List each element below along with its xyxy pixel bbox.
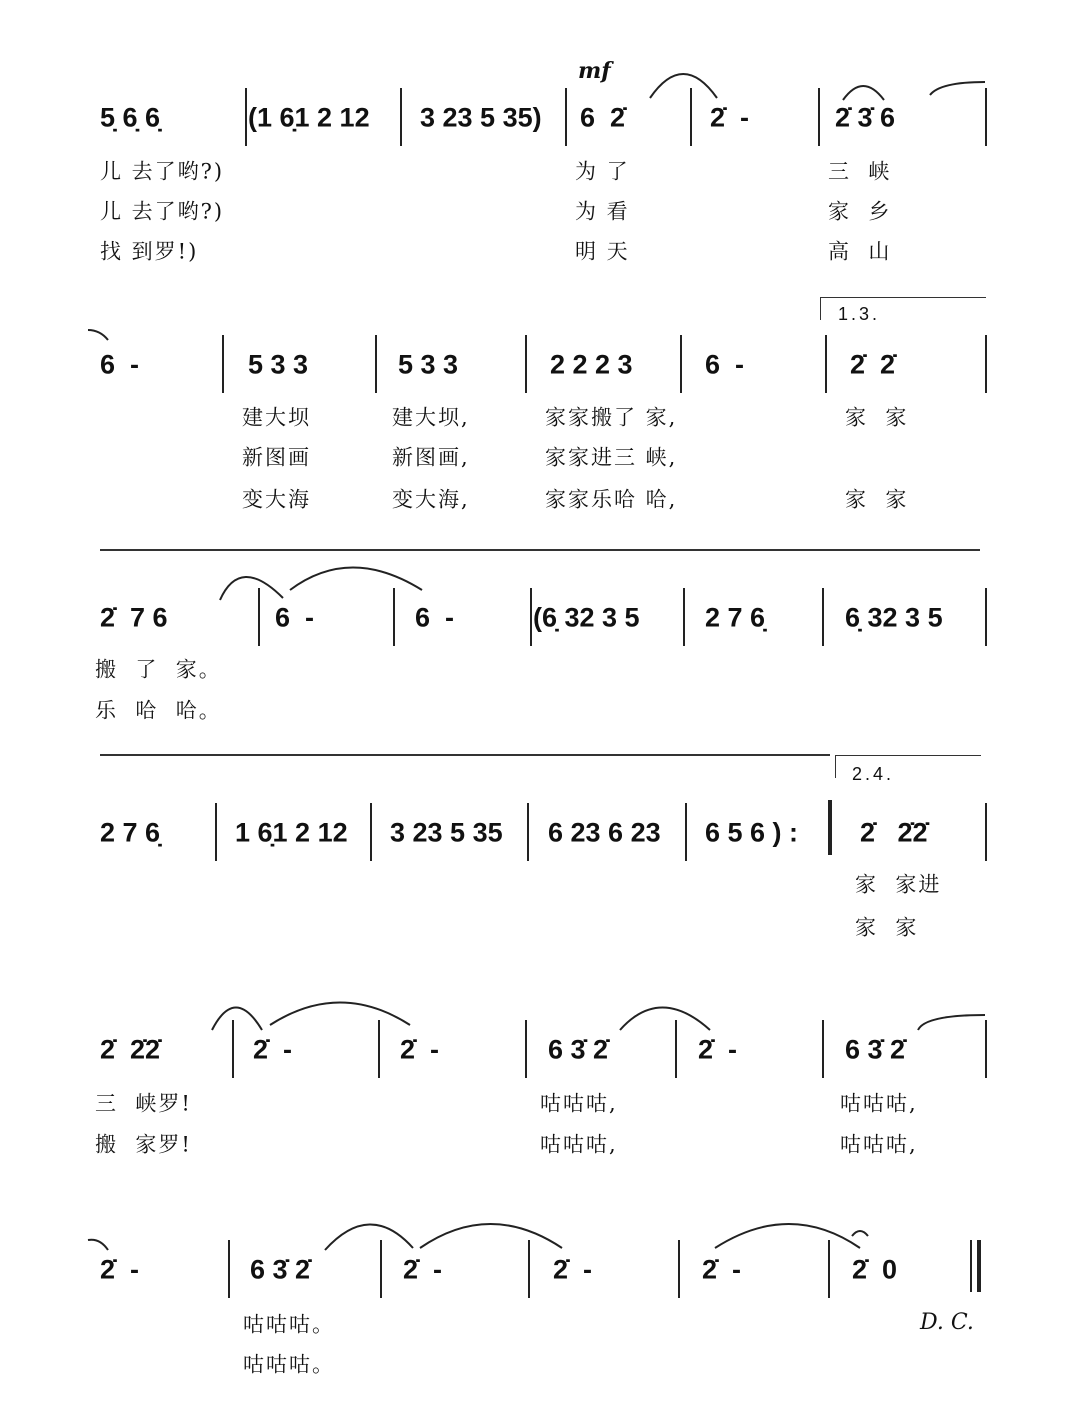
measure-notes: 2̇ - — [553, 1254, 593, 1285]
barline — [683, 588, 685, 646]
barline — [245, 88, 247, 146]
measure-notes: 2̇ - — [400, 1034, 440, 1065]
barline — [525, 1020, 527, 1078]
measure-notes: 2̇ 2̇2̇ — [860, 817, 928, 848]
measure-notes: 5̣ 6̣ 6̣ — [100, 102, 161, 133]
measure-notes: 2̇ - — [710, 102, 750, 133]
measure-notes: 2̇ - — [702, 1254, 742, 1285]
lyric-text: 咕咕咕。 — [243, 1352, 335, 1377]
measure-notes: 6̣ 32 3 5 — [845, 602, 943, 633]
lyric-text: 咕咕咕。 — [243, 1312, 335, 1337]
measure-notes: 1 6̣1 2 12 — [235, 817, 348, 848]
barline — [818, 88, 820, 146]
measure-notes: 2̇ - — [698, 1034, 738, 1065]
lyric-text: 家 家进 — [855, 872, 942, 897]
barline — [985, 335, 987, 393]
measure-notes: 5 3 3 — [398, 349, 459, 380]
measure-notes: 2̇ 0 — [852, 1254, 898, 1285]
barline — [985, 88, 987, 146]
measure-notes: 2̇ - — [403, 1254, 443, 1285]
dynamic-marking: mf — [578, 58, 611, 84]
barline — [985, 803, 987, 861]
lyric-text: 咕咕咕, — [840, 1132, 918, 1157]
lyric-text: 家 家 — [855, 915, 919, 940]
barline — [675, 1020, 677, 1078]
measure-notes: 2 7 6̣ — [705, 602, 766, 633]
measure-notes: (6̣ 32 3 5 — [533, 602, 640, 633]
lyric-text: 高 山 — [828, 239, 892, 264]
lyric-text: 家 乡 — [828, 199, 892, 224]
barline — [393, 588, 395, 646]
barline — [222, 335, 224, 393]
lyric-text: 儿 去了哟?) — [100, 199, 225, 224]
lyric-text: 咕咕咕, — [540, 1132, 618, 1157]
barline — [232, 1020, 234, 1078]
measure-notes: 3 23 5 35 — [390, 817, 503, 848]
barline — [370, 803, 372, 861]
measure-notes: 6 2̇ — [580, 102, 626, 133]
barline — [400, 88, 402, 146]
barline — [527, 803, 529, 861]
lyric-text: 儿 去了哟?) — [100, 159, 225, 184]
lyric-text: 咕咕咕, — [540, 1091, 618, 1116]
lyric-text: 家 家 — [845, 487, 909, 512]
lyric-text: 为 了 — [575, 159, 630, 184]
measure-notes: 6 - — [100, 349, 140, 380]
barline — [825, 335, 827, 393]
barline — [822, 588, 824, 646]
measure-notes: 6 - — [275, 602, 315, 633]
barline — [215, 803, 217, 861]
volta-label-2: 2.4. — [852, 764, 895, 784]
measure-notes: 6 5 6 ) : — [705, 817, 799, 848]
barline — [565, 88, 567, 146]
barline — [690, 88, 692, 146]
barline — [822, 1020, 824, 1078]
measure-notes: 2̇ 3̇ 6 — [835, 102, 896, 133]
lyric-text: 为 看 — [575, 199, 630, 224]
measure-notes: 2̇ 7 6 — [100, 602, 168, 633]
measure-notes: 2̇ 2̇ — [850, 349, 896, 380]
lyric-text: 家家搬了 家, — [545, 405, 678, 430]
measure-notes: 6 3̇ 2̇ — [845, 1034, 906, 1065]
lyric-text: 新图画 — [242, 445, 311, 470]
lyric-text: 明 天 — [575, 239, 630, 264]
barline — [528, 1240, 530, 1298]
barline — [228, 1240, 230, 1298]
volta-label-1: 1.3. — [838, 304, 881, 324]
measure-notes: 2 7 6̣ — [100, 817, 161, 848]
lyric-text: 家家乐哈 哈, — [545, 487, 678, 512]
lyric-text: 三 峡罗! — [95, 1091, 192, 1116]
lyric-text: 建大坝 — [242, 405, 311, 430]
lyric-text: 咕咕咕, — [840, 1091, 918, 1116]
barline — [525, 335, 527, 393]
measure-notes: 2̇ 2̇2̇ — [100, 1034, 161, 1065]
measure-notes: 6 23 6 23 — [548, 817, 661, 848]
lyric-text: 家 家 — [845, 405, 909, 430]
lyric-text: 搬 家罗! — [95, 1132, 192, 1157]
barline — [375, 335, 377, 393]
barline — [680, 335, 682, 393]
measure-notes: (1 6̣1 2 12 — [248, 102, 370, 133]
da-capo-marking: D. C. — [920, 1310, 974, 1335]
barline — [985, 588, 987, 646]
measure-notes: 6 - — [705, 349, 745, 380]
measure-notes: 2̇ - — [253, 1034, 293, 1065]
lyric-text: 变大海, — [392, 487, 470, 512]
lyric-text: 乐 哈 哈。 — [95, 698, 222, 723]
barline — [530, 588, 532, 646]
measure-notes: 2 2 2 3 — [550, 349, 633, 380]
lyric-text: 变大海 — [242, 487, 311, 512]
lyric-text: 建大坝, — [392, 405, 470, 430]
measure-notes: 3 23 5 35) — [420, 102, 542, 133]
barline — [380, 1240, 382, 1298]
measure-notes: 2̇ - — [100, 1254, 140, 1285]
lyric-text: 新图画, — [392, 445, 470, 470]
barline — [378, 1020, 380, 1078]
lyric-text: 找 到罗!) — [100, 239, 199, 264]
barline — [678, 1240, 680, 1298]
measure-notes: 6 3̇ 2̇ — [548, 1034, 609, 1065]
barline — [985, 1020, 987, 1078]
measure-notes: 6 - — [415, 602, 455, 633]
barline — [685, 803, 687, 861]
lyric-text: 家家进三 峡, — [545, 445, 678, 470]
measure-notes: 6 3̇ 2̇ — [250, 1254, 311, 1285]
lyric-text: 三 峡 — [828, 159, 892, 184]
lyric-text: 搬 了 家。 — [95, 657, 222, 682]
barline — [828, 1240, 830, 1298]
measure-notes: 5 3 3 — [248, 349, 309, 380]
barline — [258, 588, 260, 646]
